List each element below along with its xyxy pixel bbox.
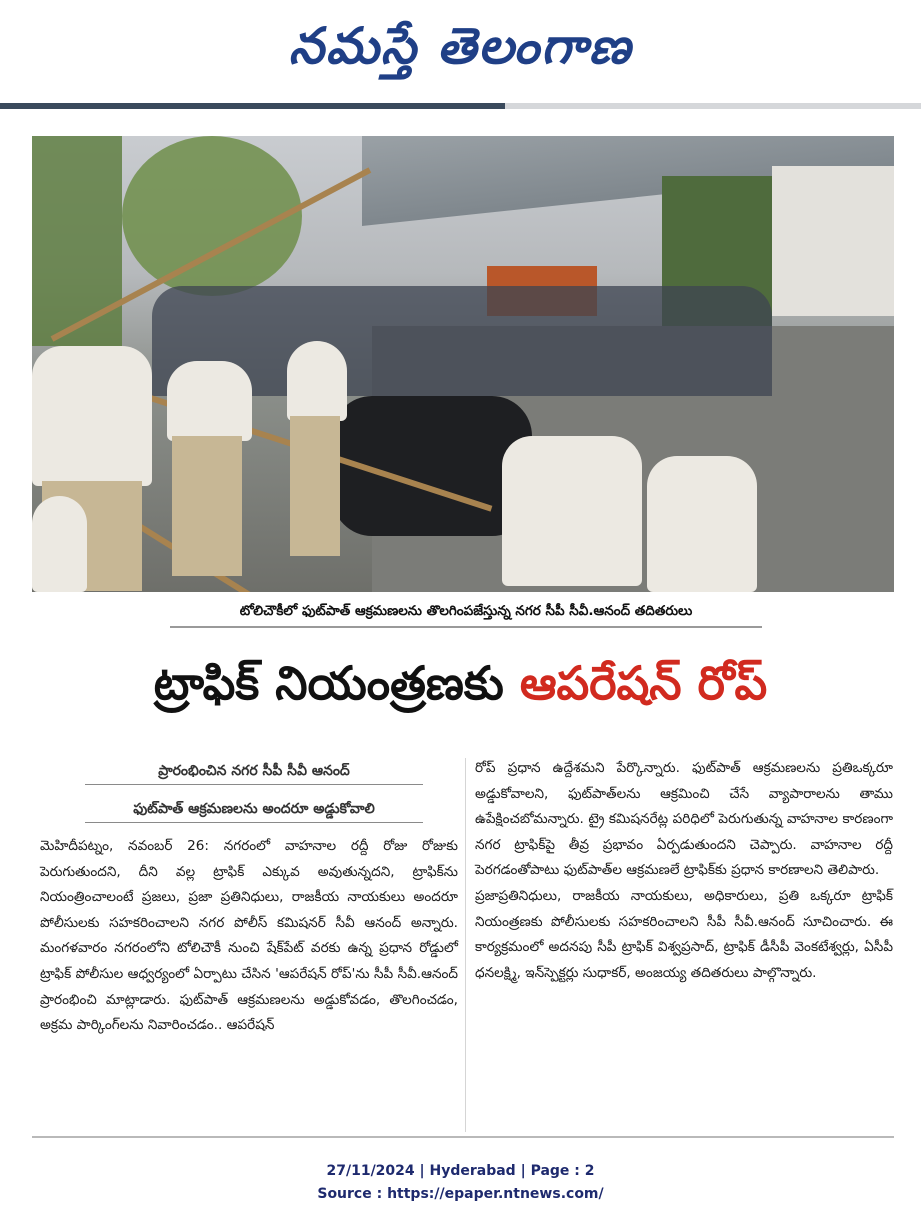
subheading-1: ప్రారంభించిన నగర సీపీ సీవీ ఆనంద్ <box>85 758 423 785</box>
masthead-rule-dark <box>0 103 505 109</box>
news-photo <box>32 136 894 592</box>
photo-officer <box>287 341 347 421</box>
masthead <box>0 0 921 100</box>
article-column-left: మెహిదీపట్నం, నవంబర్ 26: నగరంలో వాహనాల రద్దీ రోజు రోజుకు పెరుగుతుందని, దీని వల్ల ట్రాఫిక్ ఎక్కువ అవుతున్నదని, ట్రాఫిక్‌ను నియంత్రించాలంటే ప్రజలు, ప్రజా ప్రతినిధులు, రాజకీయ నాయకులు అందరూ పోలీసులకు సహకరించాలని నగర పోలీస్ కమిషనర్ సీవీ ఆనంద్ అన్నారు. మంగళవారం నగరంలోని టోలిచౌకీ నుంచి షేక్‌పేట్ వరకు ఉన్న ప్రధాన రోడ్డులో ట్రాఫిక్ పోలీసుల ఆధ్వర్యంలో ఏర్పాటు చేసిన 'ఆపరేషన్ రోప్'ను సీపీ సీవీ.ఆనంద్ ప్రారంభించి మాట్లాడారు. ఫుట్‌పాత్ ఆక్రమణలను అడ్డుకోవడం, తొలగించడం, అక్రమ పార్కింగ్‌లను నివారించడం.. ఆపరేషన్ <box>40 838 458 1034</box>
column-divider <box>465 758 466 1132</box>
masthead-rule-light <box>505 103 921 109</box>
footer-source-link[interactable]: Source : https://epaper.ntnews.com/ <box>317 1186 604 1202</box>
photo-tree-left <box>32 136 122 346</box>
headline-red-part: ఆపరేషన్ రోప్ <box>519 656 768 710</box>
photo-officer <box>502 436 642 586</box>
newspaper-logo: నమస్తే తెలంగాణ <box>288 17 633 75</box>
subheading-2: ఫుట్‌పాత్ ఆక్రమణలను అందరూ అడ్డుకోవాలి <box>85 796 423 823</box>
photo-officer-pants <box>172 436 242 576</box>
headline-black-part: ట్రాఫిక్ నియంత్రణకు <box>153 656 504 710</box>
footer-date-line: 27/11/2024 | Hyderabad | Page : 2 <box>326 1163 595 1179</box>
photo-officer-pants <box>290 416 340 556</box>
article-column-right: రోప్ ప్రధాన ఉద్దేశమని పేర్కొన్నారు. ఫుట్‌పాత్ ఆక్రమణలను ప్రతిఒక్కరూ అడ్డుకోవాలని, ఫుట్‌పాత్‌లను ఆక్రమించి చేసే వ్యాపారాలను తాము ఉపేక్షించబోమన్నారు. ట్రై కమిషనరేట్ల పరిధిలో పెరుగుతున్న వాహనాల కారణంగా నగర ట్రాఫిక్‌పై తీవ్ర ప్రభావం ఏర్పడుతుందని చెప్పారు. వాహనాల రద్దీ పెరగడంతోపాటు ఫుట్‌పాత్‌ల ఆక్రమణలే ట్రాఫిక్‌కు ప్రధాన కారణాలని తెలిపారు. ప్రజాప్రతినిధులు, రాజకీయ నాయకులు, అధికారులు, ప్రతి ఒక్కరూ ట్రాఫిక్ నియంత్రణకు పోలీసులకు సహకరించాలని సీపీ సీవీ.ఆనంద్ సూచించారు. ఈ కార్యక్రమంలో అదనపు సీపీ ట్రాఫిక్ విశ్వప్రసాద్, ట్రాఫిక్ డీసీపీ వెంకటేశ్వర్లు, ఏసీపీ ధనలక్ష్మి, ఇన్‌స్పెక్టర్లు సుధాకర్, అంజయ్య తదితరులు పాల్గొన్నారు. <box>475 760 893 981</box>
photo-officer <box>32 346 152 486</box>
footer-rule <box>32 1136 894 1138</box>
photo-officer <box>167 361 252 441</box>
photo-building <box>772 166 894 316</box>
photo-officer <box>647 456 757 592</box>
photo-caption: టోలిచౌకీలో ఫుట్‌పాత్ ఆక్రమణలను తొలగింపజేస్తున్న నగర సీపీ సీవీ.ఆనంద్ తదితరులు <box>170 598 762 628</box>
headline <box>0 640 921 726</box>
photo-officer <box>32 496 87 592</box>
